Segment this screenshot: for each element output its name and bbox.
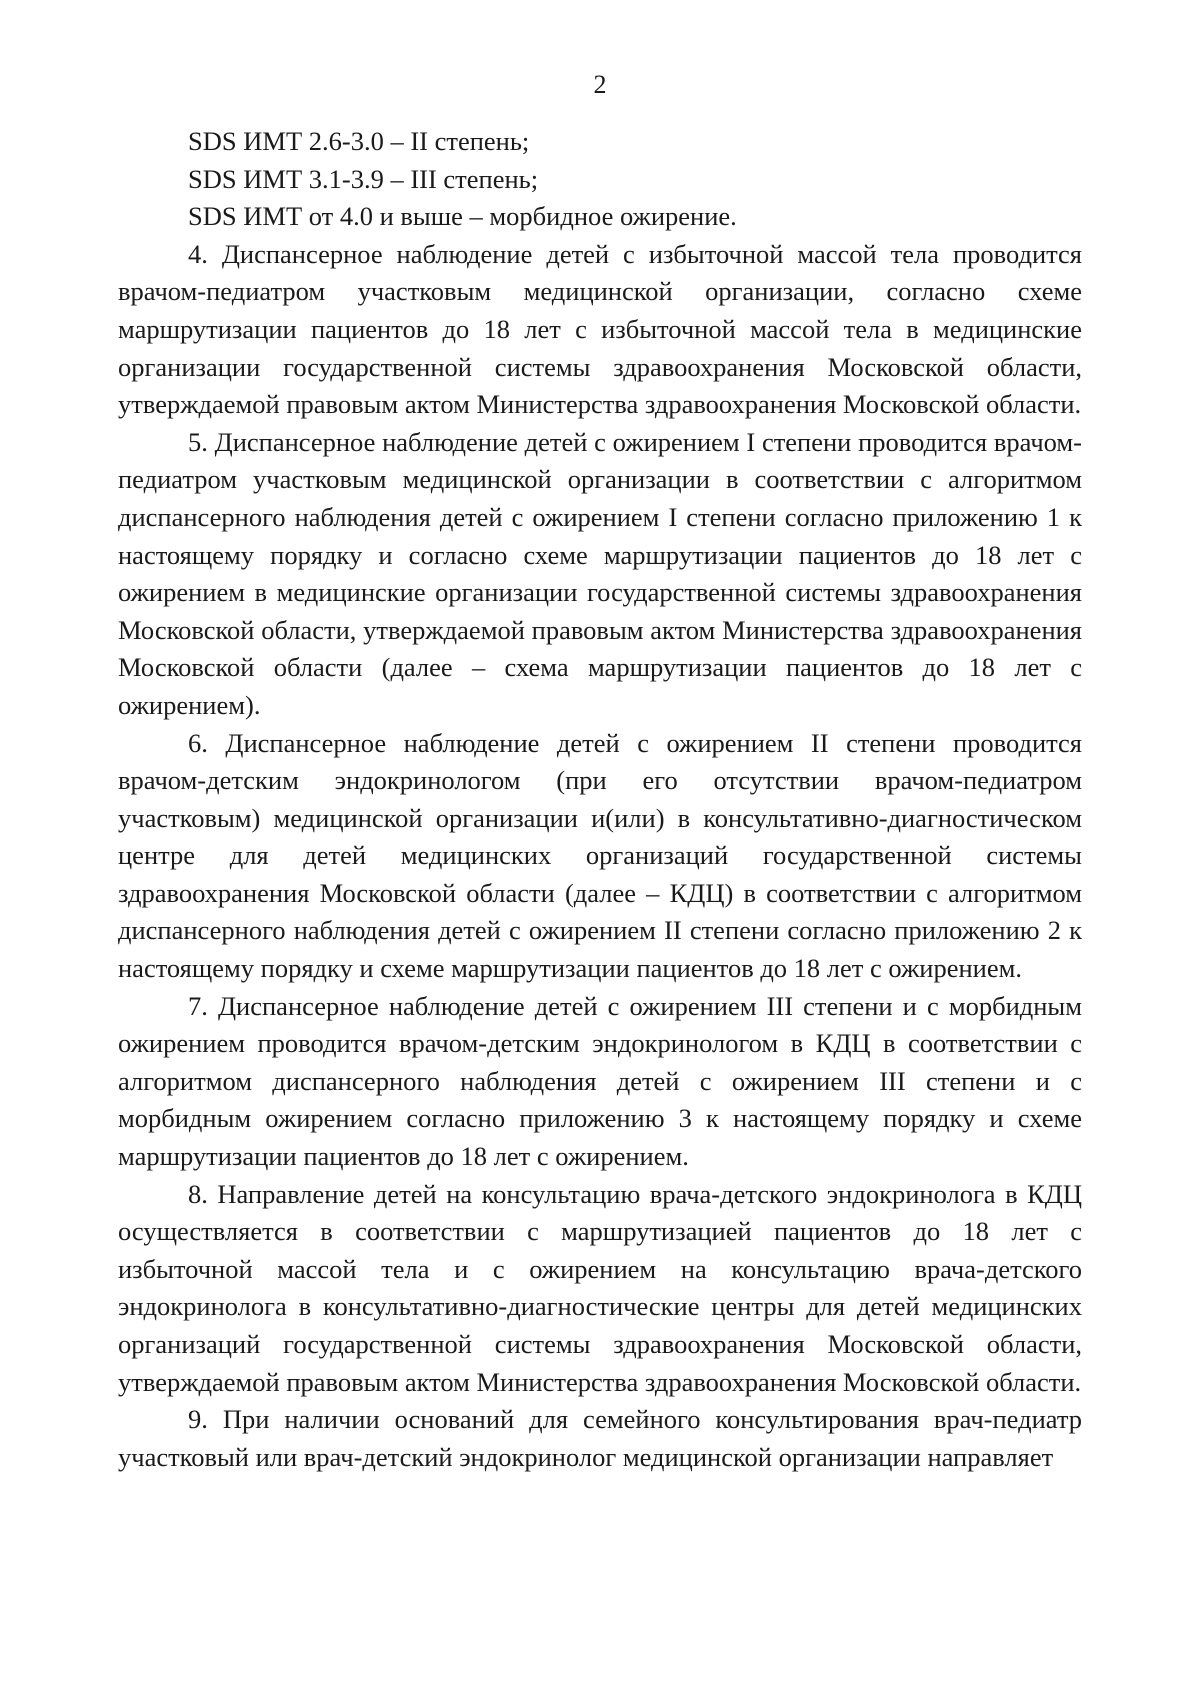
document-body	[118, 123, 1082, 1476]
sds-grade-line: SDS ИМТ 3.1-3.9 – III степень;	[188, 163, 539, 194]
clause-8: 8. Направление детей на консультацию врача-детского эндокринолога в КДЦ осуществляется в соответствии с маршрутизацией пациентов до 18 лет с избыточной массой тела и с ожирением на консультацию врача-детского эндокринолога в консультативно-диагностические центры для детей медицинских организаций государственной системы здравоохранения Московской области, утверждаемой правовым актом Министерства здравоохранения Московской области.	[118, 1178, 1082, 1397]
clause-6: 6. Диспансерное наблюдение детей с ожирением II степени проводится врачом-детским эндокринологом (при его отсутствии врачом-педиатром участковым) медицинской организации и(или) в консультативно-диагностическом центре для детей медицинских организаций государственной системы здравоохранения Московской области (далее – КДЦ) в соответствии с алгоритмом диспансерного наблюдения детей с ожирением II степени согласно приложению 2 к настоящему порядку и схеме маршрутизации пациентов до 18 лет с ожирением.	[118, 727, 1082, 984]
clause-4: 4. Диспансерное наблюдение детей с избыточной массой тела проводится врачом-педиатром участковым медицинской организации, согласно схеме маршрутизации пациентов до 18 лет с избыточной массой тела в медицинские организации государственной системы здравоохранения Московской области, утверждаемой правовым актом Министерства здравоохранения Московской области.	[118, 238, 1082, 420]
sds-grade-line: SDS ИМТ 2.6-3.0 – II степень;	[188, 126, 530, 156]
clause-5: 5. Диспансерное наблюдение детей с ожирением I степени проводится врачом-педиатром участковым медицинской организации в соответствии с алгоритмом диспансерного наблюдения детей с ожирением I степени согласно приложению 1 к настоящему порядку и согласно схеме маршрутизации пациентов до 18 лет с ожирением в медицинские организации государственной системы здравоохранения Московской области, утверждаемой правовым актом Министерства здравоохранения Московской области (далее – схема маршрутизации пациентов до 18 лет с ожирением).	[118, 426, 1082, 720]
clause-9: 9. При наличии оснований для семейного консультирования врач-педиатр участковый или врач-детский эндокринолог медицинской организации направляет	[118, 1404, 1082, 1472]
page-number: 2	[593, 70, 607, 99]
clause-7: 7. Диспансерное наблюдение детей с ожирением III степени и с морбидным ожирением проводится врачом-детским эндокринологом в КДЦ в соответствии с алгоритмом диспансерного наблюдения детей с ожирением III степени и с морбидным ожирением согласно приложению 3 к настоящему порядку и схеме маршрутизации пациентов до 18 лет с ожирением.	[118, 990, 1082, 1172]
sds-grade-line: SDS ИМТ от 4.0 и выше – морбидное ожирение.	[188, 201, 737, 232]
